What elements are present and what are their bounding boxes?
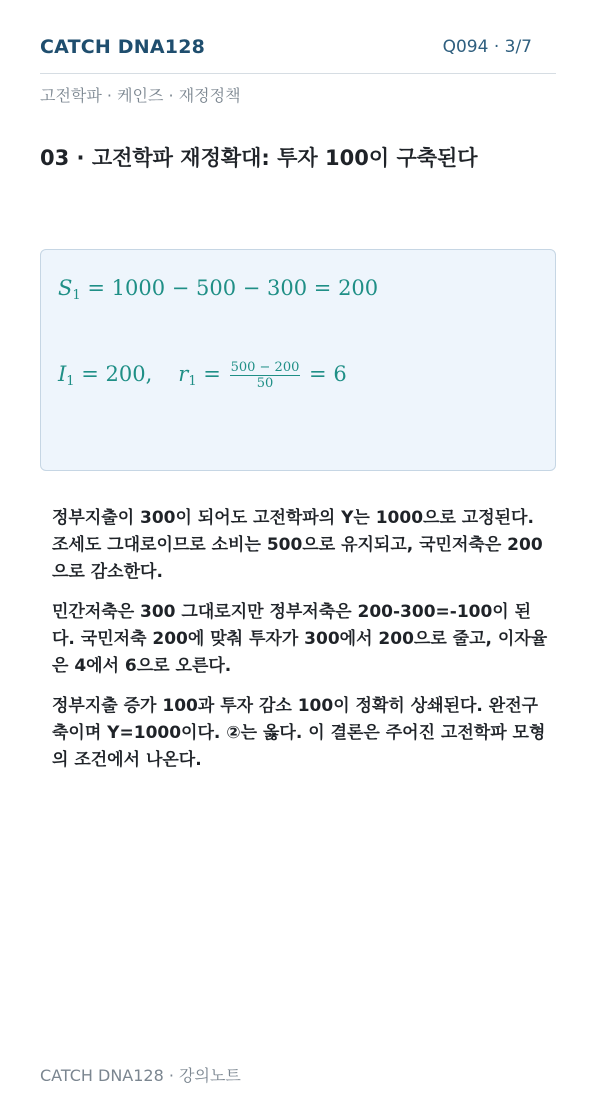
explanation-body — [52, 505, 552, 787]
question-counter: Q094 · 3/7 — [442, 37, 532, 57]
saving-equation — [58, 276, 378, 303]
rate-result: = 6 — [302, 362, 347, 386]
var-i-subscript: 1 — [66, 374, 75, 389]
var-r: r — [178, 362, 189, 386]
rate-fraction — [230, 360, 301, 391]
footer: CATCH DNA128 · 강의노트 — [40, 1066, 241, 1085]
var-r-subscript: 1 — [188, 374, 197, 389]
paragraph-2: 민간저축은 300 그대로지만 정부저축은 200-300=-100이 된다. 국민저축 200에 맞춰 투자가 300에서 200으로 줄고, 이자율은 4에서 6으로 오른다. — [52, 602, 548, 676]
investment-rate-equation — [58, 360, 347, 391]
header — [40, 36, 556, 74]
rate-equals: = — [196, 362, 228, 386]
saving-equation-rhs: = 1000 − 500 − 300 = 200 — [80, 276, 379, 300]
fraction-numerator: 500 − 200 — [230, 360, 300, 375]
investment-rhs: = 200, — [74, 362, 153, 386]
formula-box — [40, 249, 556, 471]
var-i: I — [58, 362, 67, 386]
fraction-denominator: 50 — [256, 376, 274, 391]
paragraph-3: 정부지출 증가 100과 투자 감소 100이 정확히 상쇄된다. 완전구축이며 Y=1000이다. ②는 옳다. 이 결론은 주어진 고전학파 모형의 조건에서 나온다. — [52, 696, 546, 770]
paragraph-1: 정부지출이 300이 되어도 고전학파의 Y는 1000으로 고정된다. 조세도 그대로이므로 소비는 500으로 유지되고, 국민저축은 200으로 감소한다. — [52, 508, 543, 582]
var-s-subscript: 1 — [72, 288, 81, 303]
section-title: 03 · 고전학파 재정확대: 투자 100이 구축된다 — [40, 146, 478, 170]
var-s: S — [58, 276, 73, 300]
brand-title: CATCH DNA128 — [40, 36, 206, 58]
breadcrumb: 고전학파 · 케인즈 · 재정정책 — [40, 86, 241, 105]
